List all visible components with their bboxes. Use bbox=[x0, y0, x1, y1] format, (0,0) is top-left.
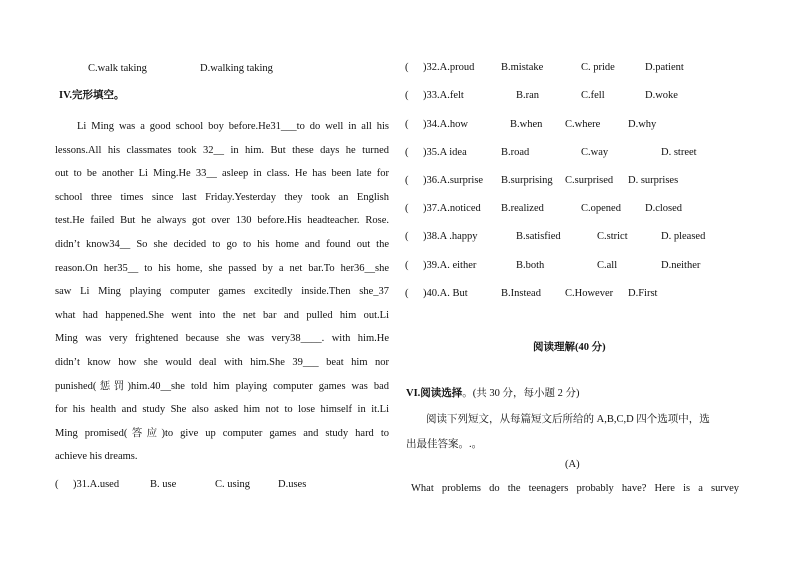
option-a: )38.A .happy bbox=[423, 231, 478, 242]
option-c: C.all bbox=[597, 260, 618, 271]
option-b: B.mistake bbox=[501, 62, 544, 73]
question-40 bbox=[405, 288, 745, 302]
passage-line: didn’t know34__ So she decided to go to his home and found out the bbox=[55, 238, 389, 250]
previous-option-c: C.walk taking bbox=[88, 63, 147, 74]
answer-paren: ( bbox=[405, 119, 409, 130]
option-b: B.satisfied bbox=[516, 231, 561, 242]
passage-line: for his health and study She also asked him not to lose himself in it.Li bbox=[55, 404, 389, 416]
question-38 bbox=[405, 231, 745, 245]
answer-paren: ( bbox=[405, 90, 409, 101]
section-vi-points: 。(共 30 分，每小题 2 分) bbox=[462, 388, 580, 399]
option-d: D.uses bbox=[278, 479, 307, 490]
reading-passage-first-line: What problems do the teenagers probably have? Here is a survey bbox=[411, 483, 739, 494]
passage-line: out to be another Li Ming.He 33__ asleep in class. He has been late for bbox=[55, 168, 389, 180]
option-d: D.First bbox=[628, 288, 658, 299]
passage-line: what had happened.She went into the net bar and pulled him out.Li bbox=[55, 309, 389, 321]
option-b: B.road bbox=[501, 147, 530, 158]
option-b: B.when bbox=[510, 119, 543, 130]
option-a: )34.A.how bbox=[423, 119, 468, 130]
option-d: D.patient bbox=[645, 62, 684, 73]
option-c: C.opened bbox=[581, 203, 621, 214]
option-d: D. pleased bbox=[661, 231, 706, 242]
option-a: )39.A. either bbox=[423, 260, 477, 271]
option-c: C.surprised bbox=[565, 175, 614, 186]
question-37 bbox=[405, 203, 745, 217]
instruction-line: 出最佳答案。.。 bbox=[406, 439, 483, 450]
option-a: )35.A idea bbox=[423, 147, 467, 158]
option-a: )33.A.felt bbox=[423, 90, 464, 101]
passage-line: Ming was very frightened because she was very38____. with him.He bbox=[55, 333, 389, 345]
section-vi-label: VI.阅读选择 bbox=[406, 388, 463, 399]
option-c: C.where bbox=[565, 119, 601, 130]
option-d: D.closed bbox=[645, 203, 683, 214]
option-c: C.way bbox=[581, 147, 609, 158]
answer-paren: ( bbox=[55, 479, 59, 490]
option-c: C. using bbox=[215, 479, 251, 490]
passage-line: saw Li Ming playing computer games excitedly inside.Then she_37 bbox=[55, 286, 389, 298]
option-b: B.surprising bbox=[501, 175, 553, 186]
option-d: D. street bbox=[661, 147, 697, 158]
answer-paren: ( bbox=[405, 231, 409, 242]
question-32 bbox=[405, 62, 745, 76]
option-b: B.ran bbox=[516, 90, 540, 101]
passage-label: (A) bbox=[565, 459, 580, 470]
option-b: B.both bbox=[516, 260, 545, 271]
passage-line: reason.On her35__ to his home, she passed by a net bar.To her36__she bbox=[55, 262, 389, 274]
option-b: B.Instead bbox=[501, 288, 541, 299]
question-39 bbox=[405, 260, 745, 274]
option-a: )31.A.used bbox=[73, 479, 120, 490]
section-title-cloze: IV.完形填空。 bbox=[59, 90, 125, 101]
passage-line: school three times since last Friday.Yesterday they took an English bbox=[55, 191, 389, 203]
option-a: )37.A.noticed bbox=[423, 203, 481, 214]
reading-section-title: 阅读理解(40 分) bbox=[533, 342, 606, 353]
passage-line: test.He failed But he always got over 130 before.His headteacher. Rose. bbox=[55, 215, 389, 227]
passage-line: lessons.All his classmates took 32__ in him. But these days he turned bbox=[55, 144, 389, 156]
answer-paren: ( bbox=[405, 288, 409, 299]
option-c: C. pride bbox=[581, 62, 615, 73]
previous-option-d: D.walking taking bbox=[200, 63, 273, 74]
option-d: D.woke bbox=[645, 90, 678, 101]
option-c: C.fell bbox=[581, 90, 605, 101]
option-a: )40.A. But bbox=[423, 288, 468, 299]
question-34 bbox=[405, 119, 745, 133]
passage-line: punished(惩罚)him.40__she told him playing computer games was bad bbox=[55, 380, 389, 392]
passage-line: achieve his dreams. bbox=[55, 451, 138, 463]
section-vi-header bbox=[406, 387, 580, 401]
option-d: D. surprises bbox=[628, 175, 679, 186]
option-d: D.neither bbox=[661, 260, 701, 271]
answer-paren: ( bbox=[405, 147, 409, 158]
question-36 bbox=[405, 175, 745, 189]
passage-line: Li Ming was a good school boy before.He31___to do well in all his bbox=[77, 121, 389, 132]
answer-paren: ( bbox=[405, 62, 409, 73]
option-b: B. use bbox=[150, 479, 177, 490]
passage-line: didn’t know how she would deal with him.She 39___ beat him nor bbox=[55, 356, 389, 368]
question-35 bbox=[405, 147, 745, 161]
option-a: )36.A.surprise bbox=[423, 175, 484, 186]
question-33 bbox=[405, 90, 745, 104]
answer-paren: ( bbox=[405, 260, 409, 271]
option-d: D.why bbox=[628, 119, 657, 130]
question-31 bbox=[55, 479, 355, 493]
cloze-passage bbox=[55, 115, 389, 469]
passage-line: Ming promised(答应)to give up computer games and study hard to bbox=[55, 427, 389, 439]
instruction-line: 阅读下列短文，从每篇短文后所给的 A,B,C,D 四个选项中，选 bbox=[426, 414, 710, 425]
option-c: C.strict bbox=[597, 231, 628, 242]
answer-paren: ( bbox=[405, 203, 409, 214]
answer-paren: ( bbox=[405, 175, 409, 186]
option-b: B.realized bbox=[501, 203, 544, 214]
option-a: )32.A.proud bbox=[423, 62, 475, 73]
option-c: C.However bbox=[565, 288, 614, 299]
